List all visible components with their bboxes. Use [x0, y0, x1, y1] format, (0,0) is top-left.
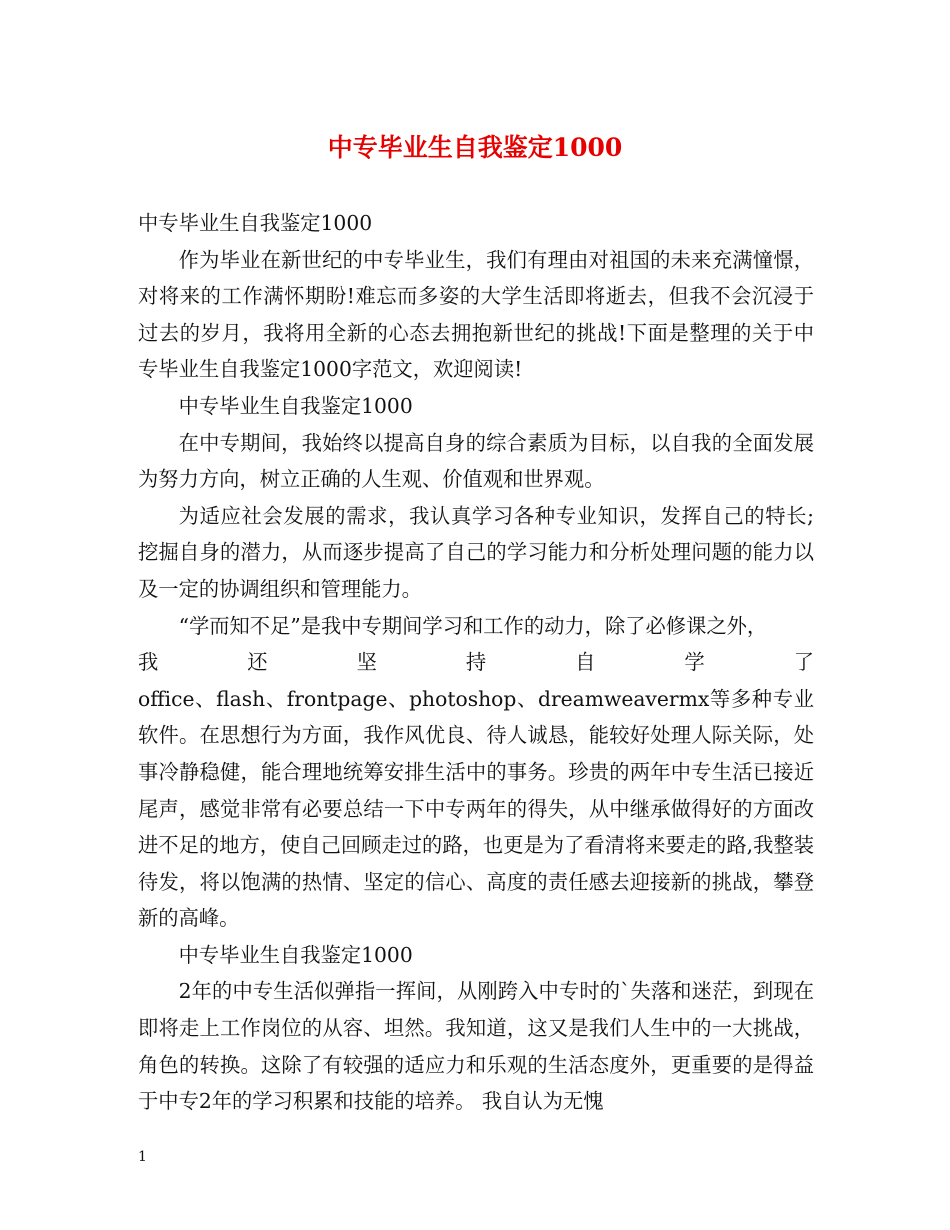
page-number: 1 — [138, 1149, 147, 1165]
intro-paragraph: 作为毕业在新世纪的中专毕业生，我们有理由对祖国的未来充满憧憬，对将来的工作满怀期盼!难忘而多姿的大学生活即将逝去，但我不会沉浸于过去的岁月，我将用全新的心态去拥抱新世纪的挑战!下面是整理的关于中专毕业生自我鉴定1000字范文，欢迎阅读! — [138, 247, 814, 382]
document-body — [138, 205, 814, 1120]
spread-char: 自 — [575, 650, 596, 675]
intro-heading: 中专毕业生自我鉴定1000 — [138, 211, 373, 235]
spread-char: 我 — [138, 650, 159, 675]
section-heading-2: 中专毕业生自我鉴定1000 — [178, 942, 413, 967]
spread-line — [138, 644, 814, 681]
spread-char: 学 — [684, 650, 705, 675]
spread-char: 坚 — [356, 650, 377, 675]
section-heading-1: 中专毕业生自我鉴定1000 — [178, 393, 413, 418]
spread-char: 持 — [465, 650, 487, 675]
paragraph-study: 为适应社会发展的需求，我认真学习各种专业知识，发挥自己的特长;挖掘自身的潜力，从而逐步提高了自己的学习能力和分析处理问题的能力以及一定的协调组织和管理能力。 — [138, 503, 814, 601]
paragraph-two-years: 2年的中专生活似弹指一挥间，从刚跨入中专时的`失落和迷茫，到现在即将走上工作岗位的从容、坦然。我知道，这又是我们人生中的一大挑战，角色的转换。这除了有较强的适应力和乐观的生活态度外，更重要的是得益于中专2年的学习积累和技能的培养。 我自认为无愧 — [138, 979, 814, 1114]
document-title: 中专毕业生自我鉴定1000 — [327, 133, 623, 162]
paragraph-motivation-continued: office、flash、frontpage、photoshop、dreamweavermx等多种专业软件。在思想行为方面，我作风优良、待人诚恳，能较好处理人际关际，处事冷静稳健，能合理地统筹安排生活中的事务。珍贵的两年中专生活已接近尾声，感觉非常有必要总结一下中专两年的得失，从中继承做得好的方面改进不足的地方，使自己回顾走过的路，也更是为了看清将来要走的路,我整装待发，将以饱满的热情、坚定的信心、高度的责任感去迎接新的挑战，攀登新的高峰。 — [138, 686, 814, 931]
paragraph-goal: 在中专期间，我始终以提高自身的综合素质为目标，以自我的全面发展为努力方向，树立正确的人生观、价值观和世界观。 — [138, 430, 814, 492]
paragraph-motivation-start: “学而知不足”是我中专期间学习和工作的动力，除了必修课之外， — [178, 613, 768, 638]
spread-char: 了 — [793, 650, 814, 675]
spread-char: 还 — [247, 650, 268, 675]
